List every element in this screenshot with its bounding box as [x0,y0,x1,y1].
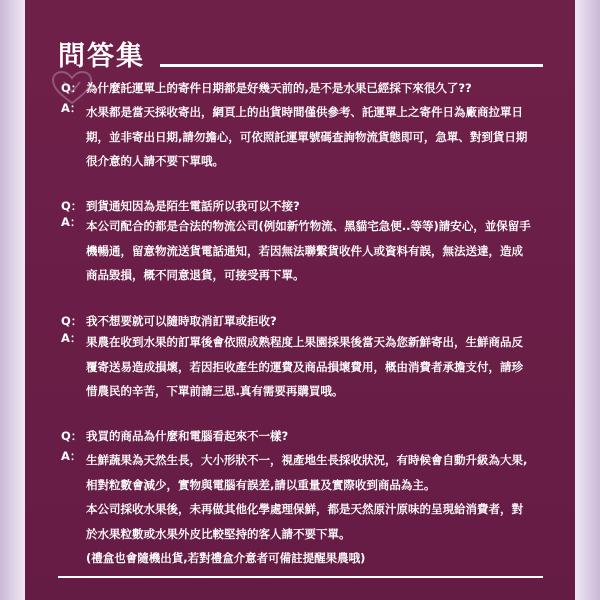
answer-text [86,330,556,404]
question-label: Q： [61,199,83,213]
answer-line: 覆寄送易造成損壞，若因拒收產生的運費及商品損壞費用，概由消費者承擔支付，請珍 [86,359,523,374]
answer-line: 惜農民的辛苦，下單前請三思.真有需要再購買哦。 [86,384,344,398]
answer-line: 水果都是當天採收寄出，網頁上的出貨時間僅供參考、託運單上之寄件日為廠商拉單日 [86,105,523,119]
question-label: Q： [61,429,83,443]
answer-text [86,448,556,571]
answer-line: 本公司採收水果後，未再做其他化學處理保鮮，都是天然原汁原味的呈現給消費者，對 [86,502,523,516]
answer-line: 商品毀損，概不同意退貨，可接受再下單。 [86,268,305,282]
question-text: 為什麼託運單上的寄件日期都是好幾天前的,是不是水果已經採下來很久了?? [86,81,472,95]
answer-line: 相對粒數會減少，實物與電腦有誤差,請以重量及實際收到商品為主。 [86,477,436,492]
question-label: Q： [61,314,83,328]
title-divider [160,64,543,67]
question-text: 我不想要就可以隨時取消訂單或拒收? [86,314,277,328]
answer-text [86,214,556,288]
question-label: Q： [61,81,83,95]
answer-line: 於水果粒數或水果外皮比較堅持的客人請不要下單。 [86,526,351,541]
answer-line: (禮盒也會隨機出貨,若對禮盒介意者可備註提醒果農哦) [86,551,366,565]
answer-label: A： [61,215,82,229]
answer-line: 生鮮蔬果為天然生長，大小形狀不一，視產地生長採收狀況，有時候會自動升級為大果, [86,453,528,467]
answer-line: 機暢通，留意物流送貨電話通知，若因無法聯繫貨收件人或資料有誤，無法送達，造成 [86,243,523,258]
answer-text [86,100,556,174]
answer-label: A： [61,331,82,345]
answer-label: A： [61,449,82,463]
answer-label: A： [61,101,82,115]
answer-line: 果農在收到水果的訂單後會依照成熟程度上果園採果後當天為您新鮮寄出，生鮮商品反 [86,335,523,349]
answer-line: 期，並非寄出日期,請勿擔心，可依照託運單號碼查詢物流貨態即可，急單、對到貨日期 [86,129,528,144]
question-text: 到貨通知因為是陌生電話所以我可以不接? [86,199,300,213]
answer-line: 很介意的人請不要下單哦。 [86,154,224,168]
answer-line: 本公司配合的都是合法的物流公司(例如新竹物流、黑貓宅急便..等等)請安心，並保留手 [86,219,531,233]
page-title: 問答集 [58,41,145,72]
question-text: 我買的商品為什麼和電腦看起來不一樣? [86,429,289,443]
bottom-divider [58,576,543,578]
